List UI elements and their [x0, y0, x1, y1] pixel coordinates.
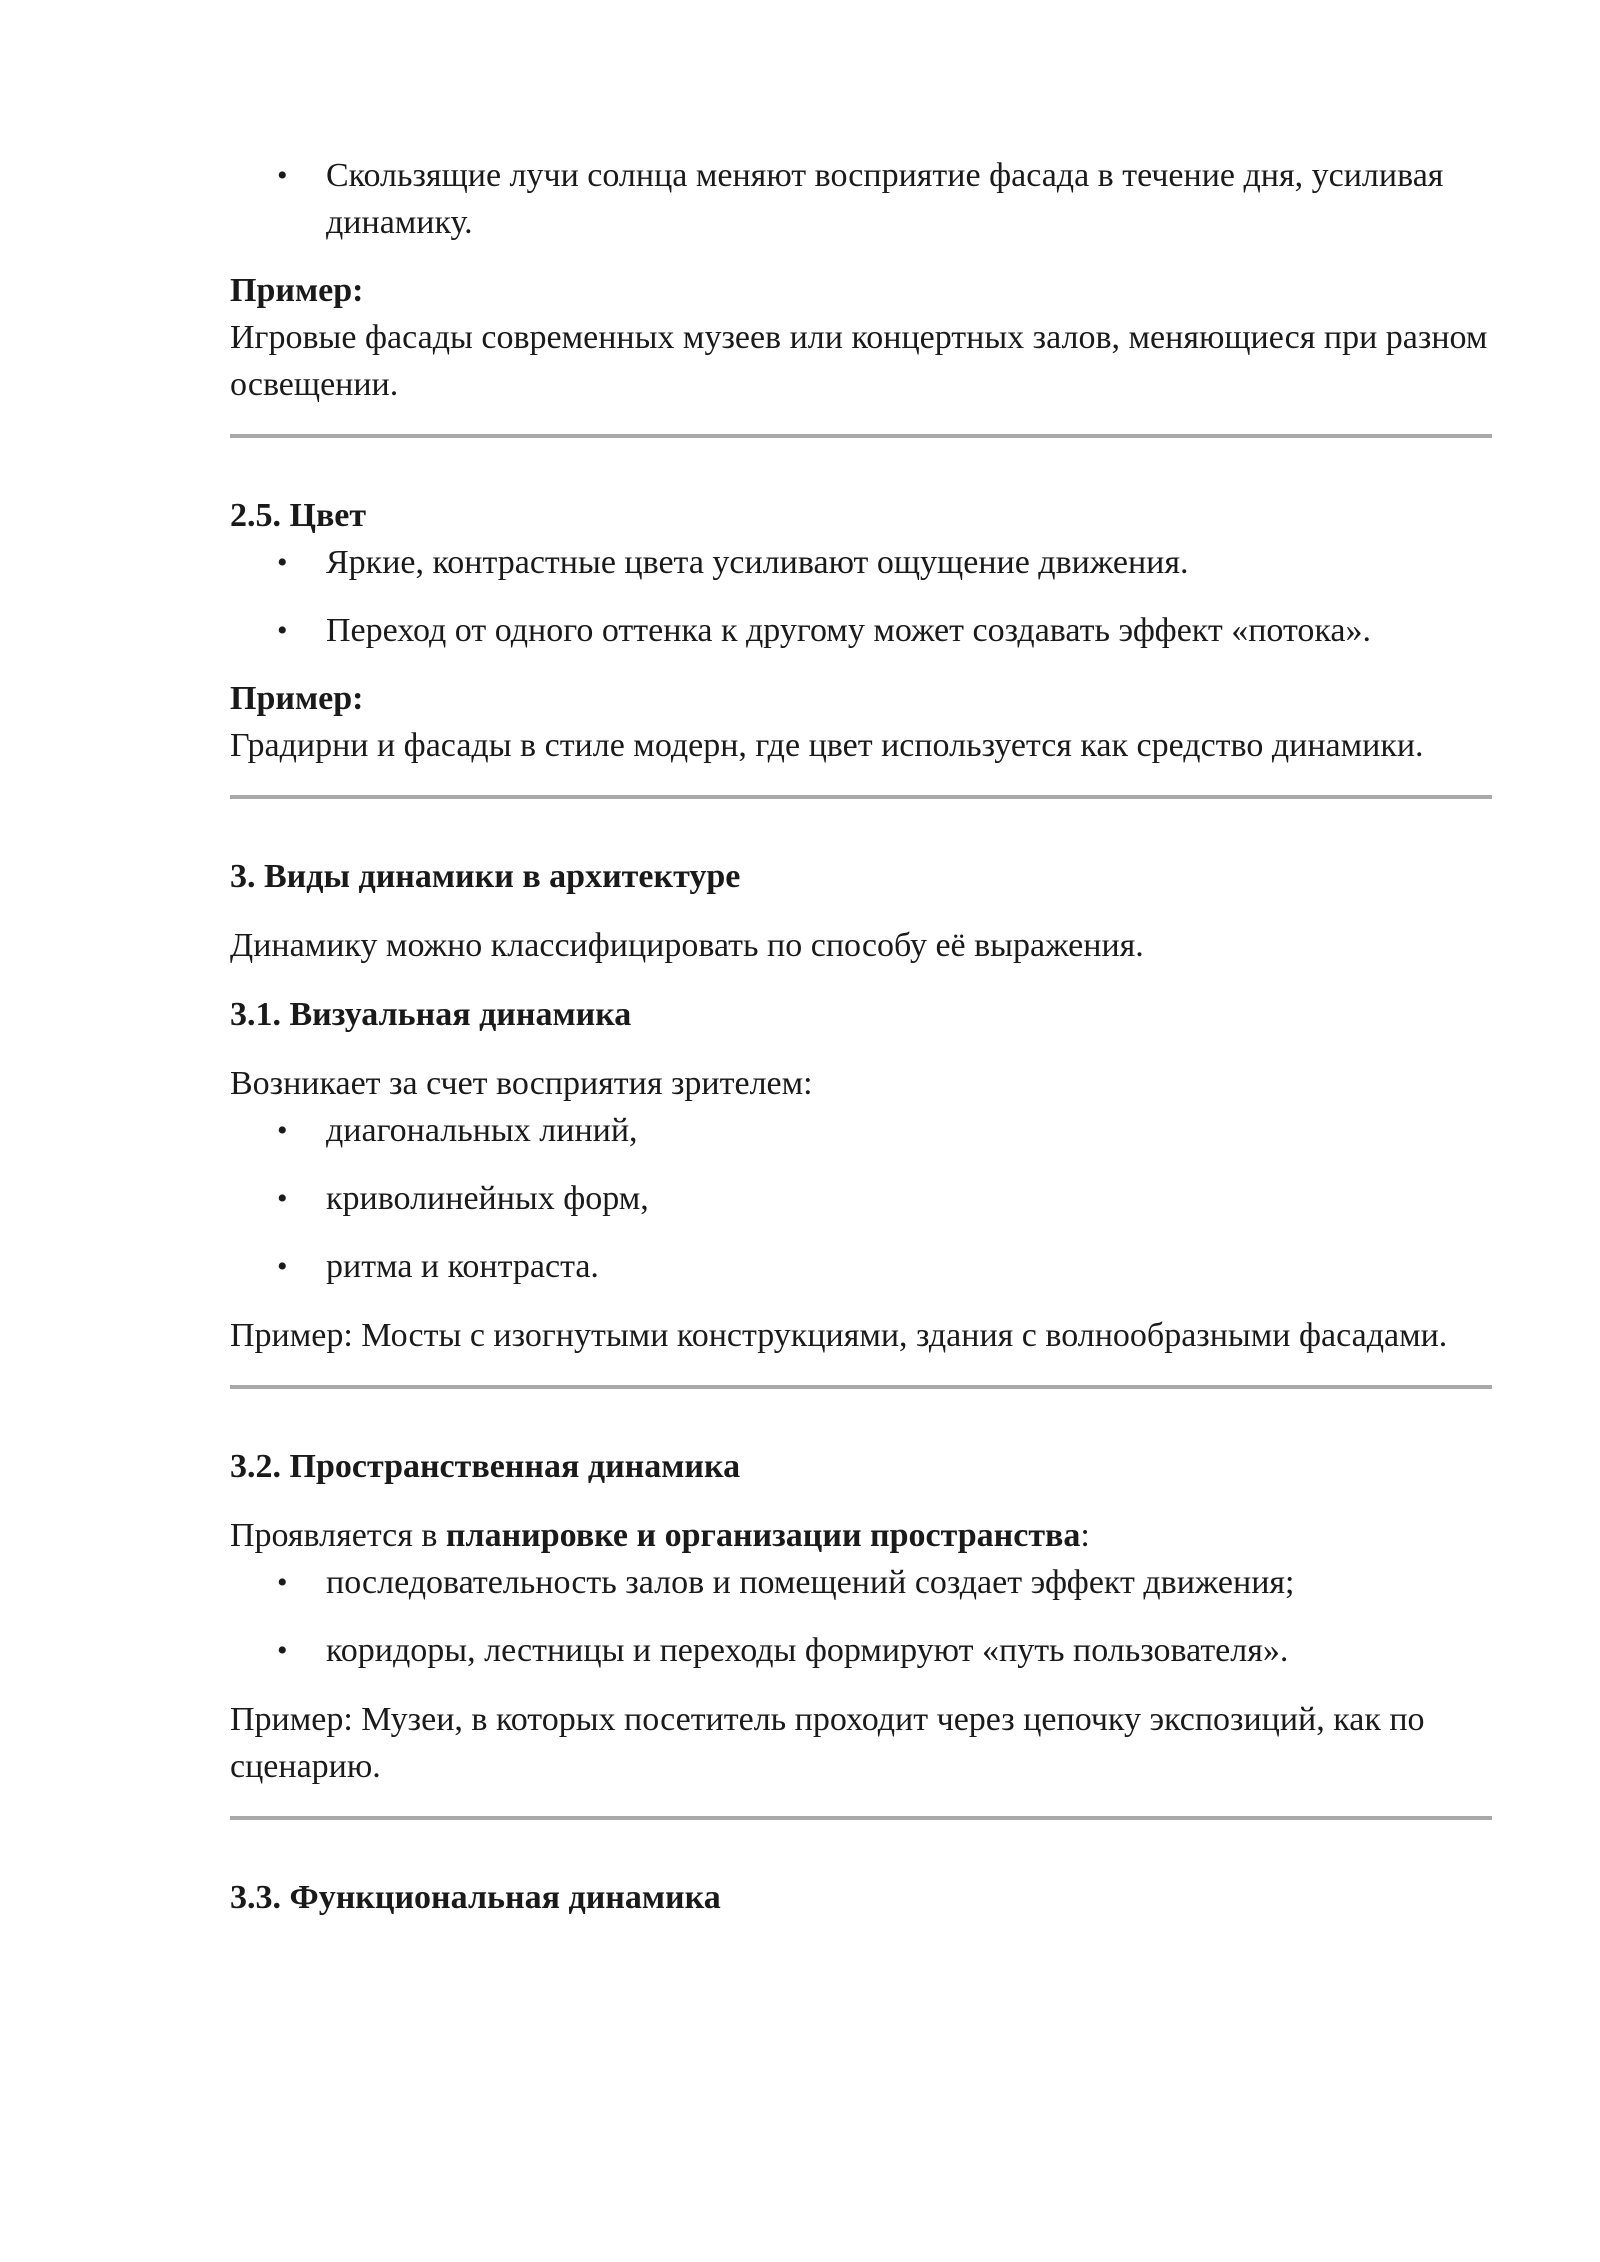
list-item: [230, 1107, 1492, 1154]
bullet-icon: •: [277, 1566, 288, 1599]
section-divider: [230, 434, 1492, 438]
section-heading-3-2: 3.2. Пространственная динамика: [230, 1448, 741, 1485]
section-divider: [230, 795, 1492, 799]
list-item: [230, 1175, 1492, 1222]
section-heading-2-5: 2.5. Цвет: [230, 497, 367, 534]
example-text: Игровые фасады современных музеев или концертных залов, меняющиеся при разном освещении.: [230, 319, 1488, 403]
list-item: [230, 1243, 1492, 1290]
bullet-icon: •: [277, 1634, 288, 1667]
document-content: [230, 152, 1492, 1921]
bullet-list-visual: [230, 1107, 1492, 1290]
list-item: [230, 152, 1492, 246]
bullet-icon: •: [277, 614, 288, 647]
list-item-text: ритма и контраста.: [326, 1248, 599, 1285]
list-item-text: Переход от одного оттенка к другому может создавать эффект «потока».: [326, 612, 1371, 649]
section-heading-3: 3. Виды динамики в архитектуре: [230, 858, 741, 895]
list-item: [230, 1559, 1492, 1606]
bullet-list-spatial: [230, 1559, 1492, 1674]
section-intro: [230, 1512, 1492, 1559]
list-item: [230, 539, 1492, 586]
section-divider: [230, 1385, 1492, 1389]
section-divider: [230, 1816, 1492, 1820]
intro-bold-text: планировке и организации пространства: [445, 1517, 1081, 1554]
example-label: Пример:: [230, 680, 364, 717]
bullet-icon: •: [277, 159, 288, 192]
list-item: [230, 1627, 1492, 1674]
list-item: [230, 607, 1492, 654]
section-heading-3-1: 3.1. Визуальная динамика: [230, 996, 632, 1033]
intro-text: Проявляется в: [230, 1517, 446, 1554]
example-label: Пример:: [230, 272, 364, 309]
bullet-icon: •: [277, 1250, 288, 1283]
list-item-text: диагональных линий,: [326, 1112, 638, 1149]
section-heading-3-3: 3.3. Функциональная динамика: [230, 1879, 721, 1916]
section-intro: Возникает за счет восприятия зрителем:: [230, 1065, 813, 1102]
list-item-text: Скользящие лучи солнца меняют восприятие фасада в течение дня, усиливая динамику.: [326, 157, 1444, 241]
example-text: Пример: Музеи, в которых посетитель проходит через цепочку экспозиций, как по сценарию.: [230, 1701, 1425, 1785]
example-text: Градирни и фасады в стиле модерн, где цвет используется как средство динамики.: [230, 727, 1424, 764]
list-item-text: последовательность залов и помещений создает эффект движения;: [326, 1564, 1295, 1601]
list-item-text: коридоры, лестницы и переходы формируют «путь пользователя».: [326, 1632, 1289, 1669]
example-text: Пример: Мосты с изогнутыми конструкциями, здания с волнообразными фасадами.: [230, 1317, 1448, 1354]
list-item-text: криволинейных форм,: [326, 1180, 649, 1217]
section-intro: Динамику можно классифицировать по способу её выражения.: [230, 927, 1144, 964]
bullet-list-color: [230, 539, 1492, 654]
intro-suffix: :: [1080, 1517, 1090, 1554]
list-item-text: Яркие, контрастные цвета усиливают ощущение движения.: [326, 544, 1189, 581]
bullet-icon: •: [277, 1182, 288, 1215]
bullet-list-sunlight: [230, 152, 1492, 246]
bullet-icon: •: [277, 546, 288, 579]
bullet-icon: •: [277, 1114, 288, 1147]
